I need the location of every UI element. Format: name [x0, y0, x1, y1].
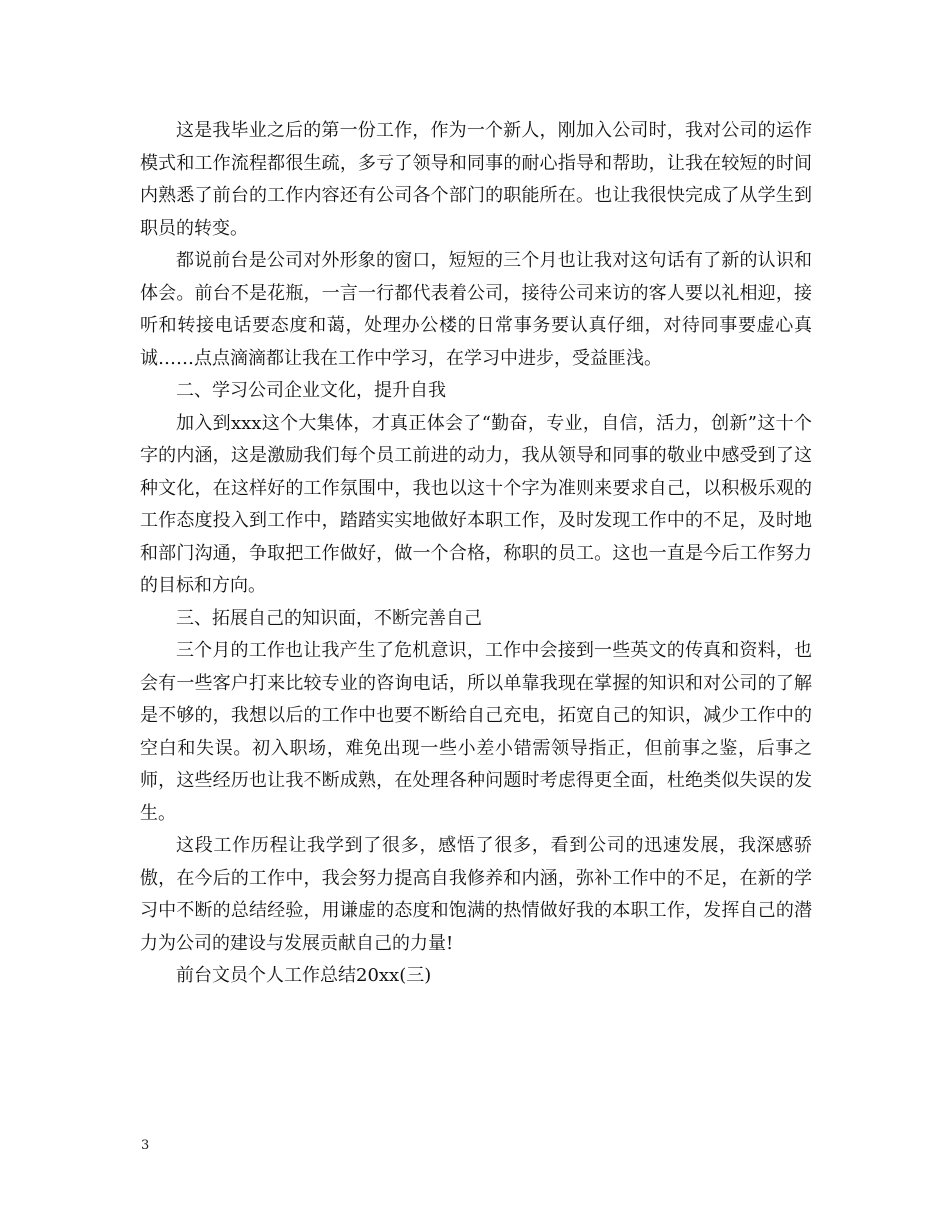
paragraph-crisis-awareness: 三个月的工作也让我产生了危机意识，工作中会接到一些英文的传真和资料，也会有一些客户打来比较专业的咨询电话，所以单靠我现在掌握的知识和对公司的了解是不够的，我想以后的工作中也要不断给自己充电，拓宽自己的知识，减少工作中的空白和失误。初入职场，难免出现一些小差小错需领导指正，但前事之鉴，后事之师，这些经历也让我不断成熟，在处理各种问题时考虑得更全面，杜绝类似失误的发生。 — [140, 640, 812, 824]
paragraph-first-job: 这是我毕业之后的第一份工作，作为一个新人，刚加入公司时，我对公司的运作模式和工作流程都很生疏，多亏了领导和同事的耐心指导和帮助，让我在较短的时间内熟悉了前台的工作内容还有公司各个部门的职能所在。也让我很快完成了从学生到职员的转变。 — [140, 120, 812, 239]
section-heading-knowledge: 三、拓展自己的知识面，不断完善自己 — [176, 607, 482, 629]
paragraph-conclusion: 这段工作历程让我学到了很多，感悟了很多，看到公司的迅速发展，我深感骄傲，在今后的工作中，我会努力提高自我修养和内涵，弥补工作中的不足，在新的学习中不断的总结经验，用谦虚的态度和饱满的热情做好我的本职工作，发挥自己的潜力为公司的建设与发展贡献自己的力量! — [140, 835, 812, 954]
page-number: 3 — [141, 1138, 150, 1153]
paragraph-front-desk-window: 都说前台是公司对外形象的窗口，短短的三个月也让我对这句话有了新的认识和体会。前台不是花瓶，一言一行都代表着公司，接待公司来访的客人要以礼相迎，接听和转接电话要态度和蔼，处理办公楼的日常事务要认真仔细，对待同事要虚心真诚……点点滴滴都让我在工作中学习，在学习中进步，受益匪浅。 — [140, 250, 812, 369]
next-section-title: 前台文员个人工作总结20xx(三) — [176, 965, 432, 986]
paragraph-company-culture: 加入到xxx这个大集体，才真正体会了“勤奋，专业，自信，活力，创新”这十个字的内涵，这是激励我们每个员工前进的动力，我从领导和同事的敬业中感受到了这种文化，在这样好的工作氛围中，我也以这十个字为准则来要求自己，以积极乐观的工作态度投入到工作中，踏踏实实地做好本职工作，及时发现工作中的不足，及时地和部门沟通，争取把工作做好，做一个合格，称职的员工。这也一直是今后工作努力的目标和方向。 — [140, 412, 812, 596]
section-heading-culture: 二、学习公司企业文化，提升自我 — [176, 380, 446, 401]
document-body — [140, 115, 812, 993]
